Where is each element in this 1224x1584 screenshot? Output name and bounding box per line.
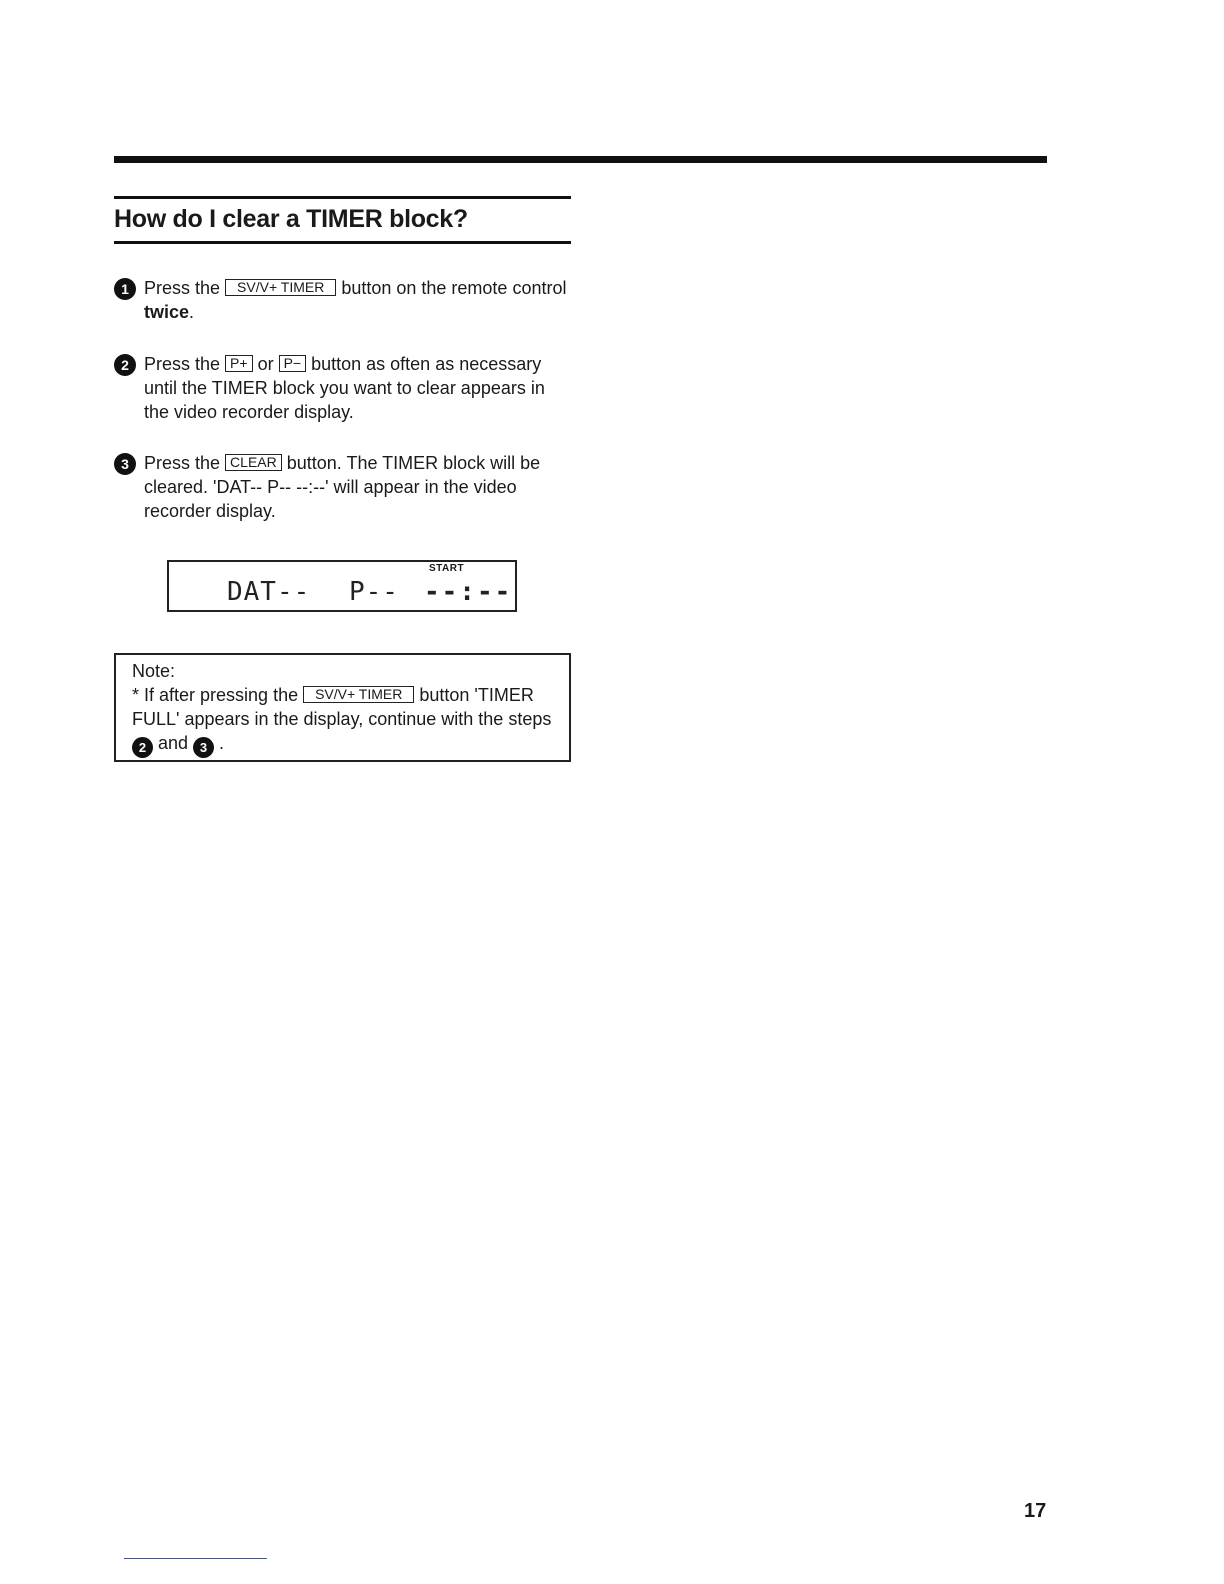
display-date: DAT-- bbox=[227, 577, 311, 607]
display-start-label: START bbox=[429, 563, 465, 574]
step-2-text: Press the P+ or P− button as often as necessary until the TIMER block you want to clear appears in the video recorder display. bbox=[144, 354, 545, 422]
heading-rule-top bbox=[114, 196, 571, 199]
recorder-display bbox=[167, 560, 517, 612]
step-2 bbox=[114, 352, 574, 424]
clear-key: CLEAR bbox=[225, 454, 282, 471]
p-plus-key: P+ bbox=[225, 355, 253, 372]
page-number: 17 bbox=[1024, 1500, 1047, 1522]
note-box bbox=[114, 653, 571, 762]
step-number-3: 3 bbox=[114, 453, 136, 475]
note-step-2-icon: 2 bbox=[132, 737, 153, 758]
display-program: P-- bbox=[349, 577, 399, 607]
note-step-3-icon: 3 bbox=[193, 737, 214, 758]
step-1-text: Press the SV/V+ TIMER button on the remote control twice. bbox=[144, 278, 567, 322]
step-1 bbox=[114, 276, 574, 324]
step-number-2: 2 bbox=[114, 354, 136, 376]
p-minus-key: P− bbox=[279, 355, 307, 372]
section-heading: How do I clear a TIMER block? bbox=[114, 205, 468, 233]
heading-rule-bottom bbox=[114, 241, 571, 244]
step-3-text: Press the CLEAR button. The TIMER block will be cleared. 'DAT-- P-- --:--' will appear in the video recorder display. bbox=[144, 453, 541, 521]
step-number-1: 1 bbox=[114, 278, 136, 300]
bottom-rule bbox=[124, 1558, 267, 1559]
note-sv-timer-key: SV/V+ TIMER bbox=[303, 686, 414, 703]
display-time: --:-- bbox=[424, 577, 513, 607]
step-3 bbox=[114, 451, 574, 523]
sv-timer-key: SV/V+ TIMER bbox=[225, 279, 336, 296]
note-title: Note: bbox=[132, 661, 176, 681]
note-text: * If after pressing the SV/V+ TIMER button 'TIMER FULL' appears in the display, continue with the steps 2 and 3 . bbox=[132, 683, 553, 758]
top-rule bbox=[114, 156, 1047, 163]
